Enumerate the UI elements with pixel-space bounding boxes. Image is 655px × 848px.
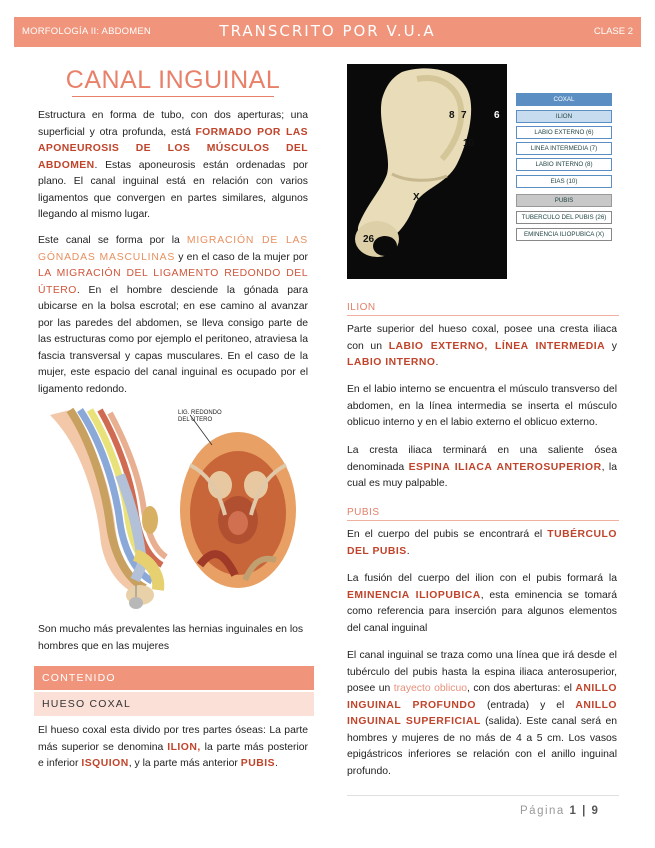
legend-eias: EIAS (10): [516, 175, 612, 188]
paragraph-labio-interno: En el labio interno se encuentra el músculo transverso del abdomen, en la línea intermedia se inserta el músculo oblicuo interno y en el labio externo el oblicuo externo.: [347, 384, 617, 428]
paragraph-pubis: En el cuerpo del pubis se encontrará el TUBÉRCULO DEL PUBIS.: [347, 529, 617, 557]
canal-layers-drawing: [50, 410, 166, 609]
section-band-contenido: CONTENIDO: [34, 666, 314, 690]
section-heading-pubis: PUBIS: [347, 507, 380, 518]
legend-ilion: ILION: [516, 110, 612, 123]
section-line-ilion: [347, 315, 619, 316]
header-subject: MORFOLOGÍA II: ABDOMEN: [22, 26, 151, 37]
paragraph-cresta-iliaca: La cresta iliaca terminará en una saliente ósea denominada ESPINA ILIACA ANTEROSUPERIOR, la cual es muy palpable.: [347, 445, 617, 489]
inguinal-figure: [40, 405, 310, 615]
paragraph-hueso-coxal: El hueso coxal esta divido por tres partes óseas: La parte más superior se denomina ILION, la parte más posterior e inferior ISQUION, y la parte más anterior PUBIS.: [38, 725, 309, 769]
legend-eminencia-iliopubica: EMINENCIA ILIOPUBICA (X): [516, 228, 612, 241]
paragraph-trayecto: El canal inguinal se traza como una línea que irá desde el tubérculo del pubis hasta la espina iliaca anterosuperior, posee un trayecto oblicuo, con dos aberturas: el ANILLO INGUINAL PROFUNDO (entrada) y el ANILLO INGUINAL SUPERFICIAL (salida). Este canal será en hombres y mujeres de no más de 4 a 5 cm. Los vasos epigástricos inferiores se relación con el anillo inguinal profundo.: [347, 650, 618, 777]
photo-number-10: 10: [463, 138, 475, 149]
legend-tuberculo-pubis: TUBERCULO DEL PUBIS (26): [516, 211, 612, 224]
coxal-bone-photo: [347, 64, 507, 279]
legend-labio-externo: LABIO EXTERNO (6): [516, 126, 612, 139]
paragraph-ilion: Parte superior del hueso coxal, posee una cresta iliaca con un LABIO EXTERNO, LÍNEA INTERMEDIA y LABIO INTERNO.: [347, 324, 617, 368]
header-transcriber: TRANSCRITO POR V.U.A: [219, 22, 436, 40]
section-heading-ilion: ILION: [347, 302, 376, 313]
page-footer: Página 1 | 9: [520, 805, 600, 817]
photo-number-7: 7: [461, 110, 467, 121]
page-title: CANAL INGUINAL: [65, 66, 281, 94]
legend-labio-interno: LABIO INTERNO (8): [516, 158, 612, 171]
legend-pubis: PUBIS: [516, 194, 612, 207]
header-class: CLASE 2: [593, 26, 633, 37]
paragraph-migration: Este canal se forma por la MIGRACIÓN DE LAS GÓNADAS MASCULINAS y en el caso de la mujer por LA MIGRACIÓN DEL LIGAMENTO REDONDO DEL ÚTERO. En el hombre desciende la gónada para ubicarse en la bolsa escrotal; en ese camino al avanzar por las paredes del abdomen, se lleva consigo parte de las estructuras como por ejemplo el peritoneo, atraviesa la fascia transversal y capas musculares. En el caso de la mujer, este espacio del canal inguinal es ocupado por el ligamento redondo.: [38, 235, 309, 395]
legend-coxal: COXAL: [516, 93, 612, 106]
photo-letter-x: X: [413, 192, 420, 203]
photo-number-26: 26: [363, 234, 375, 245]
title-underline: [72, 96, 274, 97]
section-band-hueso-coxal: HUESO COXAL: [34, 692, 314, 716]
paragraph-hernias: Son mucho más prevalentes las hernias inguinales en los hombres que en las mujeres: [38, 624, 304, 652]
paragraph-intro: Estructura en forma de tubo, con dos aperturas; una superficial y otra profunda, está FORMADO POR LAS APONEUROSIS DE LOS MÚSCULOS DEL ABDOMEN. Estas aponeurosis están ordenadas por plano. El canal inguinal está en relación con varios ligamentos que convergen en partes similares, algunos llegando al mismo lugar.: [38, 110, 309, 220]
photo-number-6: 6: [494, 110, 500, 121]
header-bar: [14, 17, 641, 47]
paragraph-eminencia: La fusión del cuerpo del ilion con el pubis formará la EMINENCIA ILIOPUBICA, esta eminencia se tomará como referencia para inserción para algunos elementos del canal inguinal: [347, 573, 618, 634]
footer-line: [347, 795, 619, 796]
section-line-pubis: [347, 520, 619, 521]
legend-linea-intermedia: LINEA INTERMEDIA (7): [516, 142, 612, 155]
female-pelvis-drawing: [180, 415, 296, 588]
photo-number-8: 8: [449, 110, 455, 121]
figure-label: LIG. REDONDO DEL ÚTERO: [178, 410, 222, 423]
